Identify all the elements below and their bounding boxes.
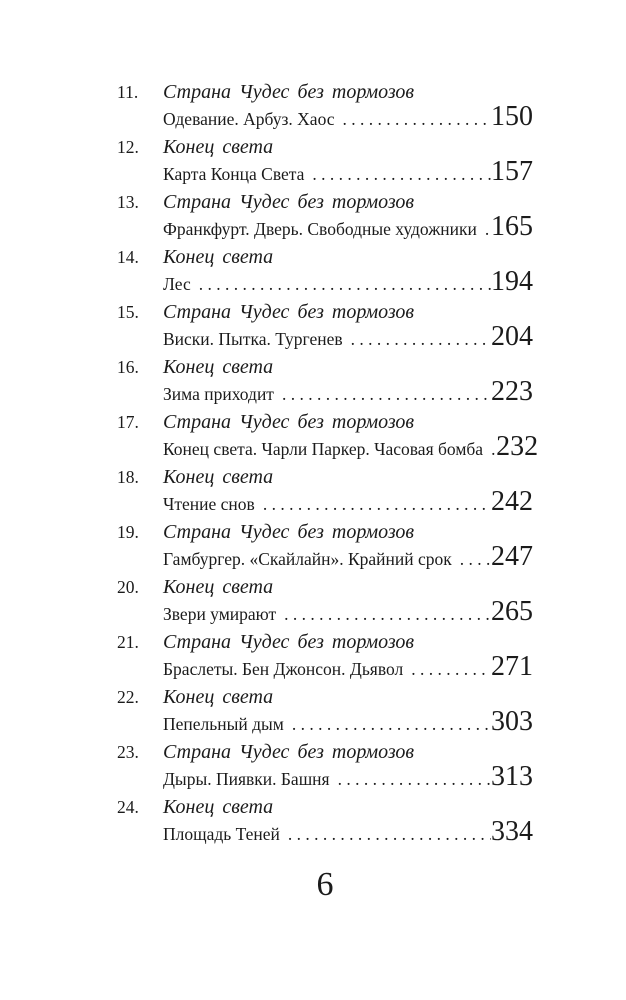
entry-number: 22. — [117, 687, 139, 707]
chapter-subtitle: Площадь Теней — [163, 824, 280, 844]
dot-leader — [452, 549, 491, 570]
chapter-title: Страна Чудес без тормозов — [163, 521, 415, 543]
dot-leader — [403, 659, 491, 680]
toc-entry — [117, 739, 533, 794]
toc-entry-title-line — [117, 409, 533, 436]
toc-entry — [117, 354, 533, 409]
toc-entry-title-line — [117, 574, 533, 601]
toc-entry-title-line — [117, 629, 533, 656]
folio-page-number: 6 — [316, 866, 334, 903]
toc-entry — [117, 629, 533, 684]
chapter-subtitle: Одевание. Арбуз. Хаос — [163, 109, 335, 129]
toc-entry-subtitle-line — [117, 651, 533, 684]
chapter-subtitle: Зима приходит — [163, 384, 274, 404]
chapter-subtitle: Франкфурт. Дверь. Свободные художники — [163, 219, 477, 239]
entry-number: 19. — [117, 522, 139, 542]
toc-entry-title-line — [117, 189, 533, 216]
entry-number: 17. — [117, 412, 139, 432]
toc-entry — [117, 464, 533, 519]
toc-entry-subtitle-line — [117, 101, 533, 134]
toc-entry — [117, 134, 533, 189]
chapter-title: Страна Чудес без тормозов — [163, 631, 415, 653]
entry-number: 11. — [117, 82, 139, 102]
toc-entry-title-line — [117, 354, 533, 381]
toc-entry-subtitle-line — [117, 816, 533, 849]
entry-number: 18. — [117, 467, 139, 487]
toc-entry — [117, 189, 533, 244]
dot-leader — [191, 274, 491, 295]
chapter-title: Конец света — [163, 356, 274, 378]
dot-leader — [276, 604, 491, 625]
page-ref: 265 — [491, 596, 533, 627]
chapter-title: Конец света — [163, 576, 274, 598]
entry-number: 20. — [117, 577, 139, 597]
page-ref: 204 — [491, 321, 533, 352]
toc-entry-title-line — [117, 299, 533, 326]
toc-entry-subtitle-line — [117, 156, 533, 189]
chapter-subtitle: Браслеты. Бен Джонсон. Дьявол — [163, 659, 404, 679]
chapter-subtitle: Дыры. Пиявки. Башня — [163, 769, 330, 789]
page-ref: 313 — [491, 761, 533, 792]
chapter-subtitle: Звери умирают — [163, 604, 277, 624]
toc-entry-subtitle-line — [117, 266, 533, 299]
entry-number: 15. — [117, 302, 139, 322]
toc-entry-title-line — [117, 519, 533, 546]
chapter-title: Конец света — [163, 686, 274, 708]
toc-entry-subtitle-line — [117, 706, 533, 739]
toc-entry — [117, 79, 533, 134]
toc-entry-subtitle-line — [117, 486, 533, 519]
toc-entry — [117, 684, 533, 739]
chapter-subtitle: Конец света. Чарли Паркер. Часовая бомба — [163, 439, 484, 459]
toc-entry-title-line — [117, 739, 533, 766]
toc-entry-subtitle-line — [117, 596, 533, 629]
entry-number: 23. — [117, 742, 139, 762]
entry-number: 13. — [117, 192, 139, 212]
toc-entry-subtitle-line — [117, 761, 533, 794]
entry-number: 12. — [117, 137, 139, 157]
page-ref: 157 — [491, 156, 533, 187]
chapter-title: Страна Чудес без тормозов — [163, 301, 415, 323]
dot-leader — [280, 824, 491, 845]
toc-entry — [117, 519, 533, 574]
entry-number: 24. — [117, 797, 139, 817]
toc-entry-subtitle-line — [117, 376, 533, 409]
chapter-subtitle: Виски. Пытка. Тургенев — [163, 329, 343, 349]
page-ref: 271 — [491, 651, 533, 682]
chapter-title: Конец света — [163, 796, 274, 818]
chapter-title: Страна Чудес без тормозов — [163, 411, 415, 433]
page-ref: 223 — [491, 376, 533, 407]
toc-entry — [117, 299, 533, 354]
entry-number: 21. — [117, 632, 139, 652]
dot-leader — [343, 329, 491, 350]
page-ref: 194 — [491, 266, 533, 297]
chapter-subtitle: Гамбургер. «Скайлайн». Крайний срок — [163, 549, 452, 569]
toc-entry-title-line — [117, 134, 533, 161]
toc-entry-subtitle-line — [117, 321, 533, 354]
dot-leader — [330, 769, 491, 790]
entry-number: 16. — [117, 357, 139, 377]
chapter-title: Страна Чудес без тормозов — [163, 741, 415, 763]
dot-leader — [274, 384, 491, 405]
toc-entry-title-line — [117, 684, 533, 711]
toc-entry-subtitle-line — [117, 431, 539, 464]
chapter-title: Конец света — [163, 466, 274, 488]
chapter-subtitle: Чтение снов — [163, 494, 255, 514]
toc-entry-title-line — [117, 794, 533, 821]
dot-leader — [477, 219, 491, 240]
dot-leader — [483, 439, 496, 460]
chapter-title: Страна Чудес без тормозов — [163, 191, 415, 213]
toc-entry — [117, 574, 533, 629]
toc-entry-title-line — [117, 464, 533, 491]
toc-entry — [117, 244, 533, 299]
chapter-subtitle: Лес — [163, 274, 191, 294]
dot-leader — [284, 714, 491, 735]
chapter-subtitle: Пепельный дым — [163, 714, 284, 734]
page-ref: 165 — [491, 211, 533, 242]
toc-entry-title-line — [117, 244, 533, 271]
page-ref: 334 — [491, 816, 533, 847]
toc-entry-title-line — [117, 79, 533, 106]
page-ref: 303 — [491, 706, 533, 737]
page-ref: 232 — [496, 431, 539, 462]
dot-leader — [255, 494, 491, 515]
page-ref: 150 — [491, 101, 533, 132]
toc-entry — [117, 794, 533, 849]
page-ref: 242 — [491, 486, 533, 517]
chapter-title: Конец света — [163, 136, 274, 158]
page-ref: 247 — [491, 541, 533, 572]
dot-leader — [335, 109, 491, 130]
toc-entry — [117, 409, 539, 464]
toc-entry-subtitle-line — [117, 211, 533, 244]
entry-number: 14. — [117, 247, 139, 267]
dot-leader — [304, 164, 491, 185]
toc-entry-subtitle-line — [117, 541, 533, 574]
chapter-title: Страна Чудес без тормозов — [163, 81, 415, 103]
chapter-title: Конец света — [163, 246, 274, 268]
chapter-subtitle: Карта Конца Света — [163, 164, 305, 184]
table-of-contents — [117, 79, 539, 849]
